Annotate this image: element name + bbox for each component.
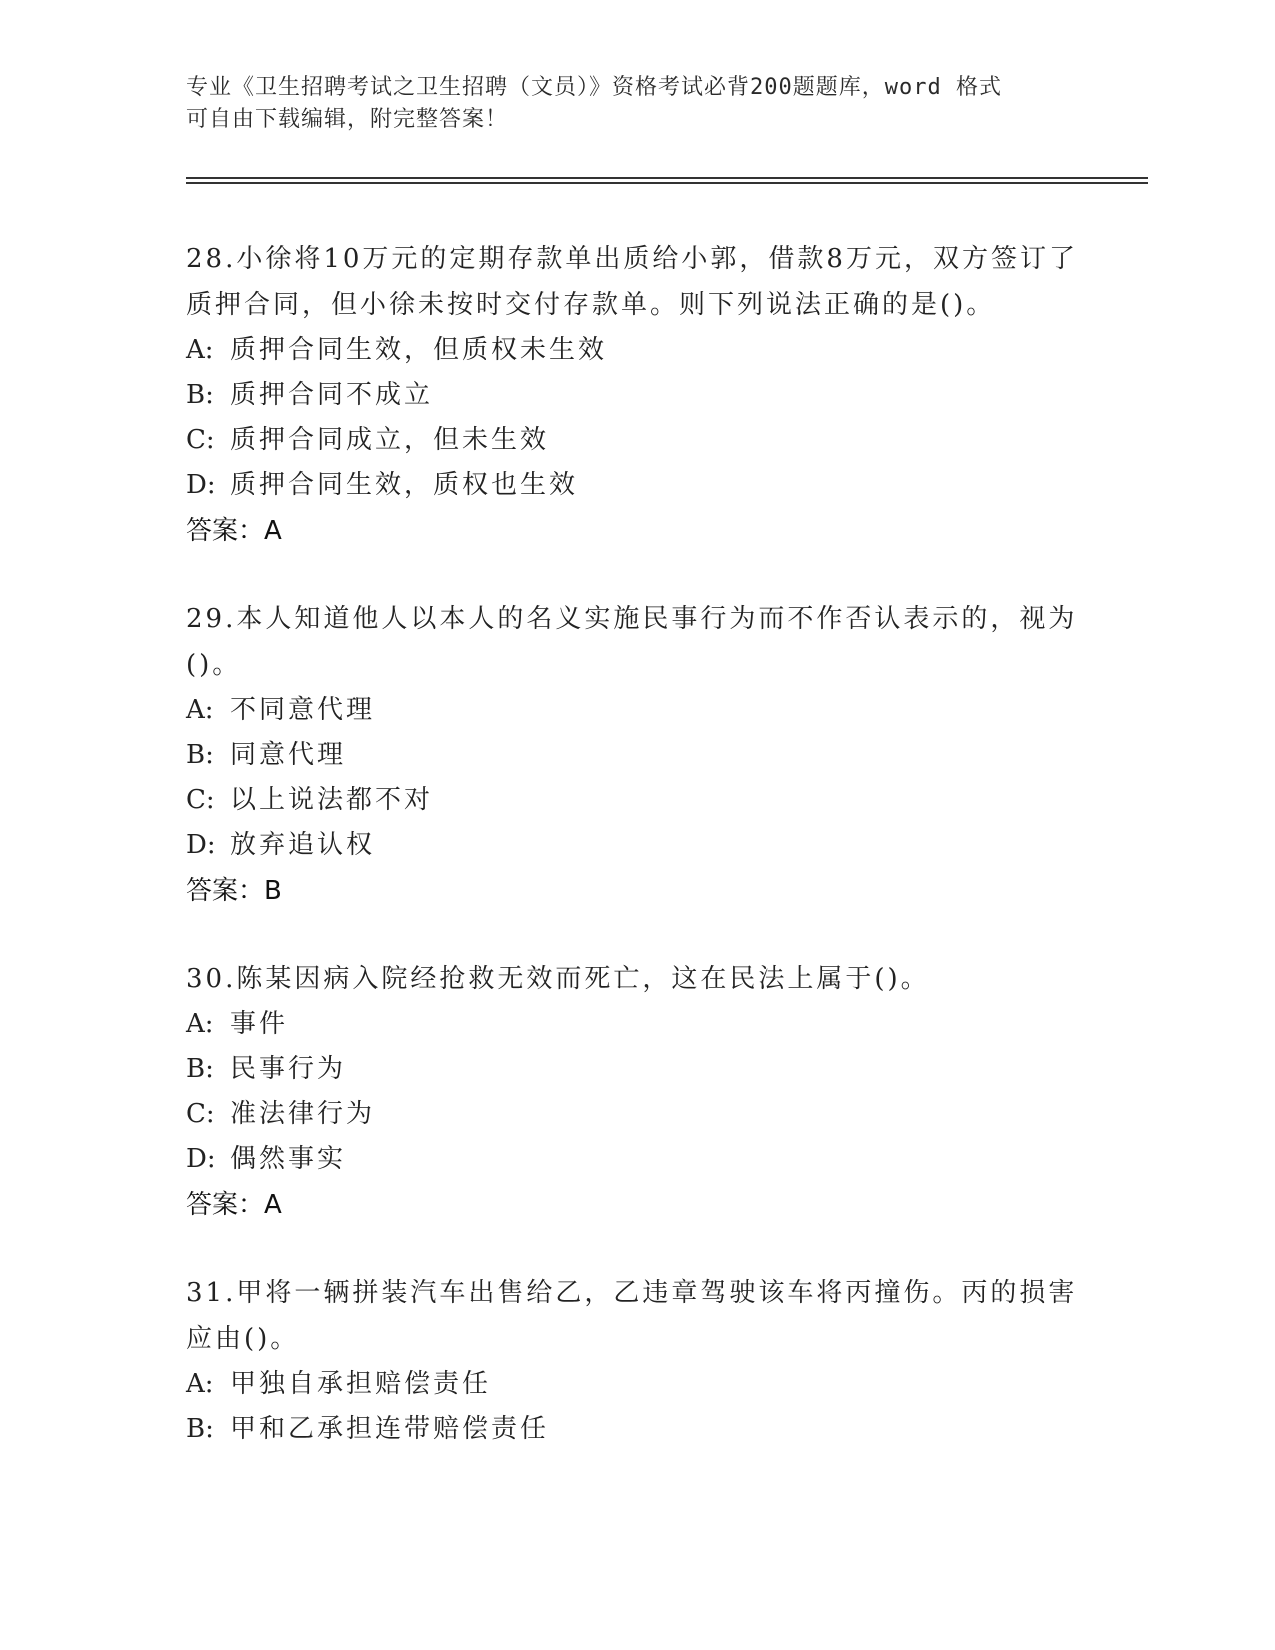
header-divider-bottom [186,182,1148,184]
option-a [186,1362,1086,1407]
option-letter: C: [186,785,215,815]
answer-label: 答案：B [186,876,282,906]
option-b [186,1407,1086,1452]
question-28 [186,236,1086,554]
option-c [186,418,1086,463]
option-letter: D: [186,830,216,860]
option-c [186,778,1086,823]
option-letter: D: [186,470,216,500]
option-a [186,688,1086,733]
option-letter: A: [186,335,214,365]
document-header [186,72,1086,136]
option-text: 准法律行为 [230,1099,376,1129]
option-letter: B: [186,740,214,770]
option-text: 甲和乙承担连带赔偿责任 [230,1414,550,1444]
option-letter: A: [186,1369,214,1399]
question-stem: 31.甲将一辆拼装汽车出售给乙，乙违章驾驶该车将丙撞伤。丙的损害应由()。 [186,1278,1078,1354]
option-a [186,1002,1086,1047]
option-text: 同意代理 [230,740,347,770]
option-a [186,328,1086,373]
question-stem: 28.小徐将10万元的定期存款单出质给小郭，借款8万元，双方签订了质押合同，但小徐未按时交付存款单。则下列说法正确的是()。 [186,244,1078,320]
option-letter: A: [186,695,214,725]
option-letter: C: [186,1099,215,1129]
option-text: 放弃追认权 [230,830,376,860]
header-line-2: 可自由下载编辑，附完整答案！ [186,107,509,132]
option-d [186,463,1086,508]
question-list [186,236,1086,1494]
question-29 [186,596,1086,914]
question-stem: 30.陈某因病入院经抢救无效而死亡，这在民法上属于()。 [186,964,930,994]
question-30 [186,956,1086,1228]
header-line-1: 专业《卫生招聘考试之卫生招聘（文员）》资格考试必背200题题库，word 格式 [186,75,1002,100]
option-text: 质押合同生效，质权也生效 [230,470,579,500]
option-letter: B: [186,380,214,410]
option-d [186,1137,1086,1182]
option-text: 偶然事实 [230,1144,347,1174]
header-divider-top [186,177,1148,179]
option-text: 事件 [230,1009,289,1039]
option-text: 质押合同不成立 [230,380,434,410]
option-text: 以上说法都不对 [230,785,434,815]
option-text: 质押合同成立，但未生效 [230,425,550,455]
answer-label: 答案：A [186,1190,282,1220]
question-31 [186,1270,1086,1452]
option-letter: A: [186,1009,214,1039]
option-c [186,1092,1086,1137]
option-text: 民事行为 [230,1054,347,1084]
option-letter: C: [186,425,215,455]
option-b [186,1047,1086,1092]
option-text: 质押合同生效，但质权未生效 [230,335,608,365]
option-letter: B: [186,1054,214,1084]
option-d [186,823,1086,868]
option-letter: D: [186,1144,216,1174]
option-b [186,733,1086,778]
question-stem: 29.本人知道他人以本人的名义实施民事行为而不作否认表示的，视为()。 [186,604,1078,680]
option-letter: B: [186,1414,214,1444]
option-text: 不同意代理 [230,695,376,725]
option-b [186,373,1086,418]
answer-label: 答案：A [186,516,282,546]
option-text: 甲独自承担赔偿责任 [230,1369,492,1399]
